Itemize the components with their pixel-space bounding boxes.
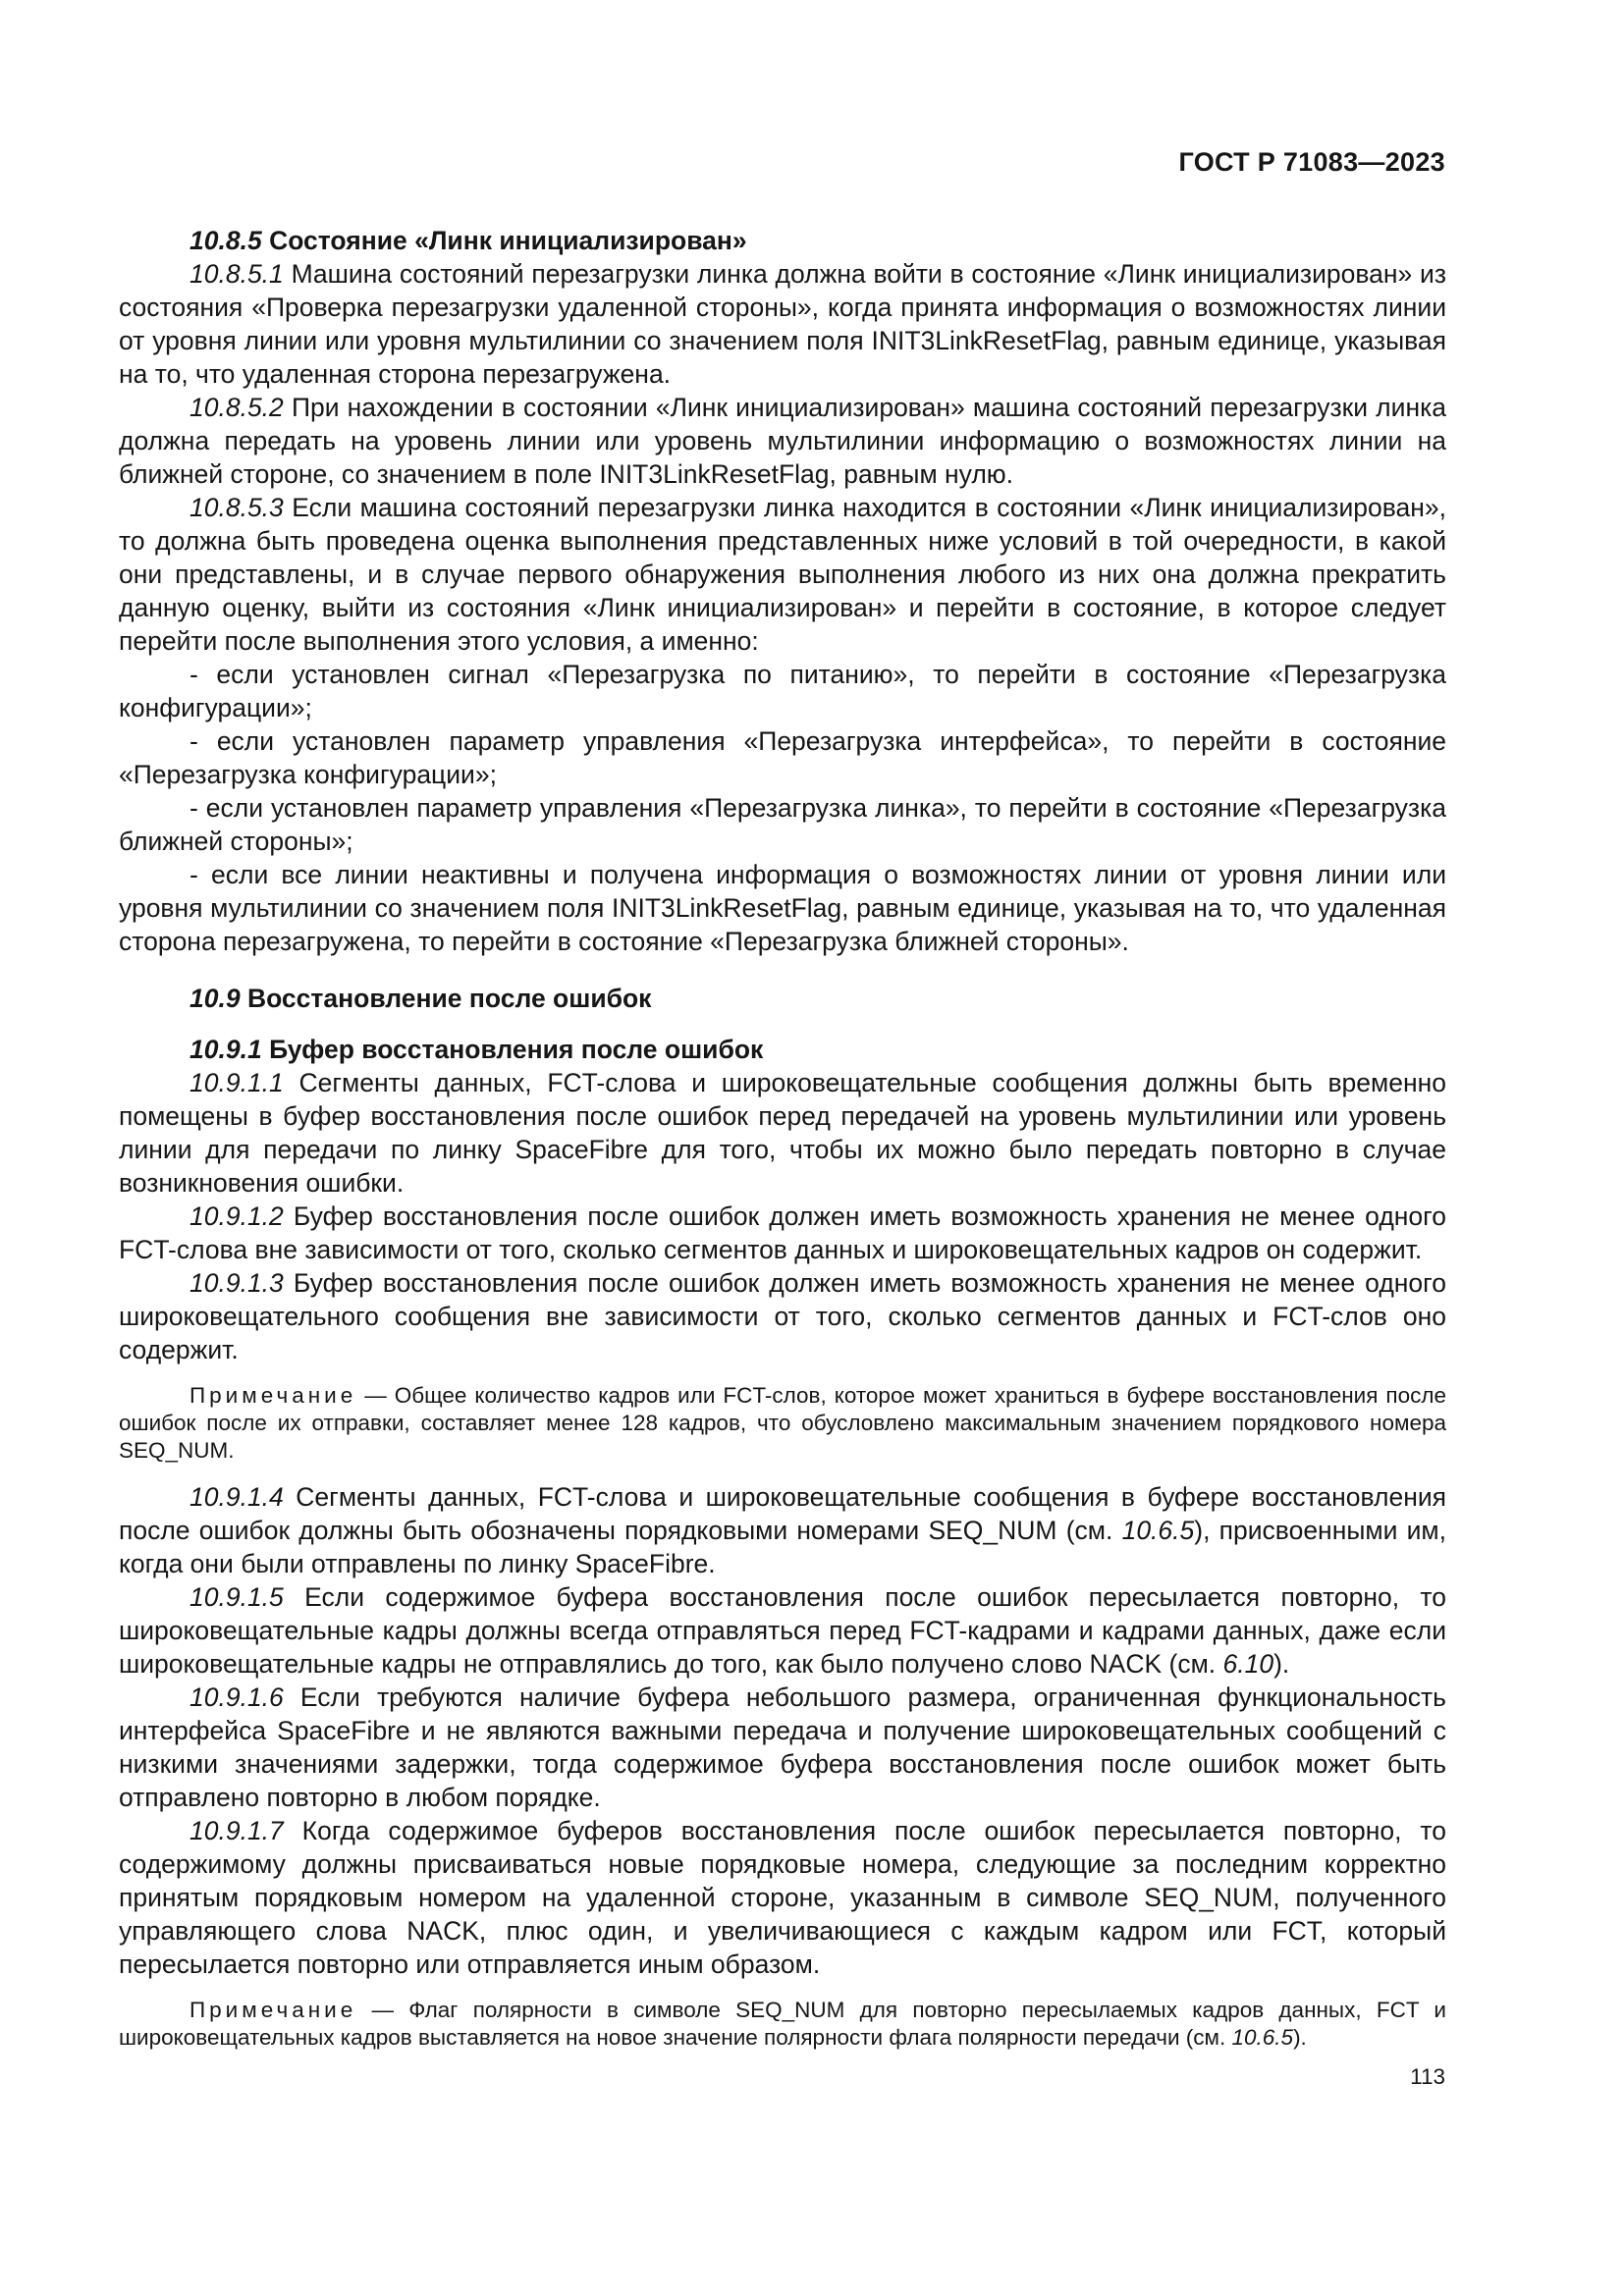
- paragraph-10-9-1-1: 10.9.1.1 Сегменты данных, FCT-слова и широковещательные сообщения должны быть временно помещены в буфер восстановления после ошибок перед передачей на уровень мультилинии или уровень линии для передачи по линку SpaceFibre для того, чтобы их можно было передать повторно в случае возникновения ошибки.: [119, 1068, 1446, 1198]
- paragraph-10-9-1-3: 10.9.1.3 Буфер восстановления после ошибок должен иметь возможность хранения не менее одного широковещательного сообщения вне зависимости от того, сколько сегментов данных и FCT-слов оно содержит.: [119, 1268, 1446, 1364]
- note-2: Примечание — Флаг полярности в символе SEQ_NUM для повторно пересылаемых кадров данных, FCT и широковещательных кадров выставляется на новое значение полярности флага полярности передачи (см. 10.6.5).: [119, 1998, 1446, 2050]
- paragraph-10-8-5-2: 10.8.5.2 При нахождении в состоянии «Линк инициализирован» машина состояний перезагрузки линка должна передать на уровень линии или уровень мультилинии информацию о возможностях линии на ближней стороне, со значением в поле INIT3LinkResetFlag, равным нулю.: [119, 393, 1446, 489]
- list-item-interface-reset: - если установлен параметр управления «Перезагрузка интерфейса», то перейти в состояние «Перезагрузка конфигурации»;: [119, 726, 1446, 789]
- spacer: [119, 1981, 1446, 1997]
- spacer: [119, 958, 1446, 982]
- paragraph-10-9-1-4: 10.9.1.4 Сегменты данных, FCT-слова и широковещательные сообщения в буфере восстановления после ошибок должны быть обозначены порядковыми номерами SEQ_NUM (см. 10.6.5), присвоенными им, когда они были отправлены по линку SpaceFibre.: [119, 1482, 1446, 1578]
- paragraph-10-8-5-3: 10.8.5.3 Если машина состояний перезагрузки линка находится в состоянии «Линк инициализирован», то должна быть проведена оценка выполнения представленных ниже условий в той очередности, в какой они представлены, и в случае первого обнаружения выполнения любого из них она должна прекратить данную оценку, выйти из состояния «Линк инициализирован» и перейти в состояние, в которое следует перейти после выполнения этого условия, а именно:: [119, 493, 1446, 656]
- standard-header: ГОСТ Р 71083—2023: [1178, 147, 1445, 177]
- spacer: [119, 1015, 1446, 1033]
- paragraph-10-8-5-1: 10.8.5.1 Машина состояний перезагрузки линка должна войти в состояние «Линк инициализирован» из состояния «Проверка перезагрузки удаленной стороны», когда принята информация о возможностях линии от уровня линии или уровня мультилинии со значением поля INIT3LinkResetFlag, равным единице, указывая на то, что удаленная сторона перезагружена.: [119, 259, 1446, 389]
- note-1: Примечание — Общее количество кадров или FCT-слов, которое может храниться в буфере восстановления после ошибок после их отправки, составляет менее 128 кадров, что обусловлено максимальным значением порядкового номера SEQ_NUM.: [119, 1383, 1446, 1463]
- paragraph-10-9-1-2: 10.9.1.2 Буфер восстановления после ошибок должен иметь возможность хранения не менее одного FCT-слова вне зависимости от того, сколько сегментов данных и широковещательных кадров он содержит.: [119, 1201, 1446, 1264]
- paragraph-10-9-1-6: 10.9.1.6 Если требуются наличие буфера небольшого размера, ограниченная функциональность интерфейса SpaceFibre и не являются важными передача и получение широковещательных сообщений с низкими значениями задержки, тогда содержимое буфера восстановления после ошибок может быть отправлено повторно в любом порядке.: [119, 1682, 1446, 1812]
- spacer: [119, 1366, 1446, 1382]
- list-item-lanes-inactive: - если все линии неактивны и получена информация о возможностях линии от уровня линии или уровня мультилинии со значением поля INIT3LinkResetFlag, равным единице, указывая на то, что удаленная сторона перезагружена, то перейти в состояние «Перезагрузка ближней стороны».: [119, 860, 1446, 956]
- spacer: [119, 1465, 1446, 1480]
- section-heading-10-9-1: 10.9.1 Буфер восстановления после ошибок: [189, 1035, 764, 1064]
- list-item-power-reset: - если установлен сигнал «Перезагрузка по питанию», то перейти в состояние «Перезагрузка конфигурации»;: [119, 660, 1446, 722]
- paragraph-10-9-1-7: 10.9.1.7 Когда содержимое буферов восстановления после ошибок пересылается повторно, то содержимому должны присваиваться новые порядковые номера, следующие за последним корректно принятым порядковым номером на удаленной стороне, указанным в символе SEQ_NUM, полученного управляющего слова NACK, плюс один, и увеличивающиеся с каждым кадром или FCT, который пересылается повторно или отправляется иным образом.: [119, 1816, 1446, 1979]
- page-number: 113: [1410, 2064, 1445, 2089]
- page-content: [119, 224, 1446, 2052]
- paragraph-10-9-1-5: 10.9.1.5 Если содержимое буфера восстановления после ошибок пересылается повторно, то широковещательные кадры должны всегда отправляться перед FCT-кадрами и кадрами данных, даже если широковещательные кадры не отправлялись до того, как было получено слово NACK (см. 6.10).: [119, 1582, 1446, 1679]
- list-item-link-reset: - если установлен параметр управления «Перезагрузка линка», то перейти в состояние «Перезагрузка ближней стороны»;: [119, 793, 1446, 856]
- section-heading-10-8-5: 10.8.5 Состояние «Линк инициализирован»: [189, 226, 747, 255]
- section-heading-10-9: 10.9 Восстановление после ошибок: [189, 984, 652, 1013]
